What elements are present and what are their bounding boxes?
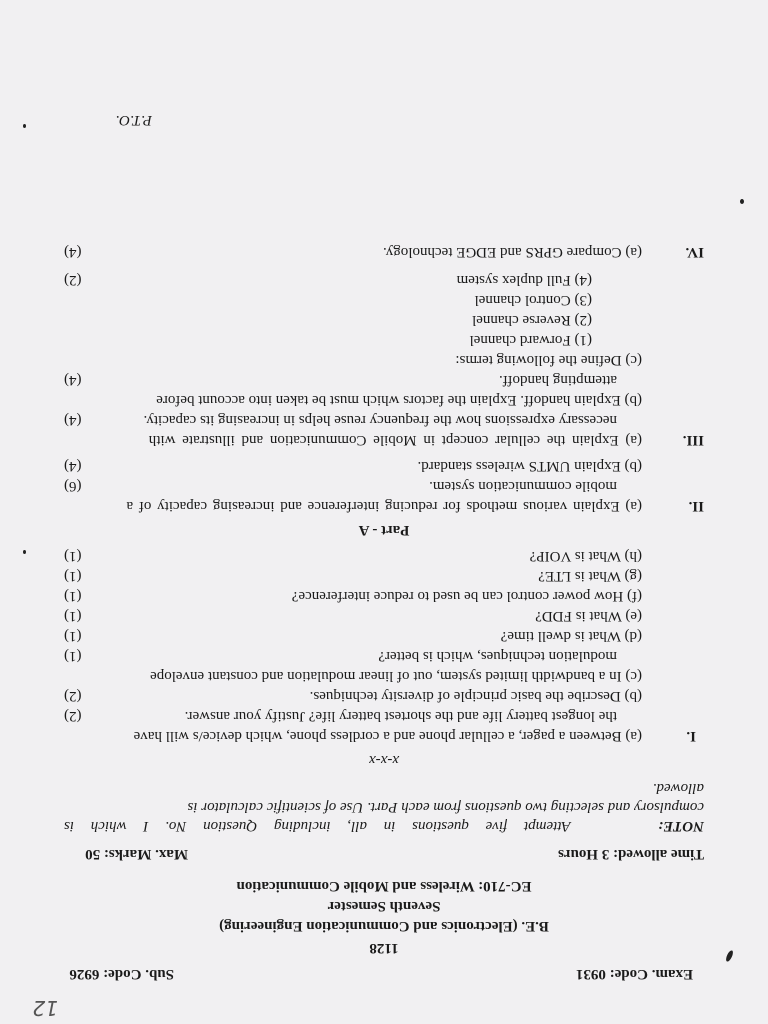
q1-c-marks: (1) [64,648,82,664]
scan-speck [23,124,26,128]
question-2-number: II. [688,498,704,514]
question-2 [64,454,642,514]
q3-a-line1: (a) Explain the cellular concept in Mobile Communication and illustrate with [148,432,642,448]
q2-a-marks: (6) [64,478,82,494]
note-line-3: allowed. [652,780,704,796]
q1-d: (d) What is dwell time? [500,628,642,644]
question-4-number: IV. [685,244,704,260]
q1-d-marks: (1) [64,628,82,644]
q2-a-line2: mobile communication system. [429,478,617,494]
q3-b-line2: attempting handoff. [498,372,617,388]
course-title: EC-710: Wireless and Mobile Communication [236,878,532,894]
exam-code: Exam. Code: 0931 [575,966,693,982]
q3-c-1: (1) Forward channel [469,332,592,348]
q1-e: (e) What is FDD? [535,608,642,624]
q1-a-line2: the longest battery life and the shortest battery life? Justify your answer. [184,708,617,724]
q3-c-2: (2) Reverse channel [472,312,592,328]
q1-b: (b) Describe the basic principle of diversity techniques. [309,688,642,704]
part-a-heading: Part - A [358,522,410,538]
q1-h-marks: (1) [64,548,82,564]
note-line-1: Attempt five questions in all, including Question No. I which is [64,818,571,834]
q1-g-marks: (1) [64,568,82,584]
q3-b-marks: (4) [64,372,82,388]
q1-f-marks: (1) [64,588,82,604]
q3-c-4: (4) Full duplex system [456,272,592,288]
q1-f: (f) How power control can be used to reduce interference? [291,588,642,604]
q1-h: (h) What is VOIP? [529,548,642,564]
max-marks: Max. Marks: 50 [85,846,188,862]
q2-b-marks: (4) [64,458,82,474]
q3-a-marks: (4) [64,412,82,428]
q2-b: (b) Explain UMTS wireless standard. [417,458,642,474]
question-4 [64,240,642,260]
q2-a-line1: (a) Explain various methods for reducing interference and increasing capacity of a [126,498,642,514]
q3-a-line2: necessary expressions how the frequency reuse helps in increasing its capacity. [143,412,617,428]
q1-a-line1: (a) Between a pager, a cellular phone and a cordless phone, which device/s will have [133,728,642,744]
question-1-number: I. [686,728,696,744]
q1-a-marks: (2) [64,708,82,724]
handwritten-page-number: 12 [32,996,58,1020]
q3-c-marks: (2) [64,272,82,288]
q1-c-line2: modulation techniques, which is better? [378,648,617,664]
question-3 [64,268,642,448]
note-label: NOTE: [658,818,704,834]
q3-c: (c) Define the following terms: [455,352,642,368]
scan-speck [740,199,744,204]
instructions-note [64,779,704,834]
paper-number: 1128 [369,940,399,956]
q1-g: (g) What is LTE? [538,568,642,584]
q1-b-marks: (2) [64,688,82,704]
q1-c-line1: (c) In a bandwidth limited system, out of linear modulation and constant envelope [150,668,642,684]
time-allowed: Time allowed: 3 Hours [558,846,704,862]
note-line-2: compulsory and selecting two questions from each Part. Use of scientific calculator is [187,799,704,815]
question-3-number: III. [682,432,704,448]
question-1 [64,544,642,744]
q4-a-marks: (4) [64,244,82,260]
separator: x-x-x [369,752,399,768]
sub-code: Sub. Code: 6926 [69,966,174,982]
pto-label: P.T.O. [115,112,152,128]
scan-speck [23,550,26,554]
q1-e-marks: (1) [64,608,82,624]
q3-c-3: (3) Control channel [474,292,592,308]
q4-a: (a) Compare GPRS and EDGE technology. [383,244,642,260]
semester-title: Seventh Semester [327,898,441,914]
degree-title: B.E. (Electronics and Communication Engineering) [219,918,549,934]
q3-b-line1: (b) Explain handoff. Explain the factors which must be taken into account before [156,392,642,408]
